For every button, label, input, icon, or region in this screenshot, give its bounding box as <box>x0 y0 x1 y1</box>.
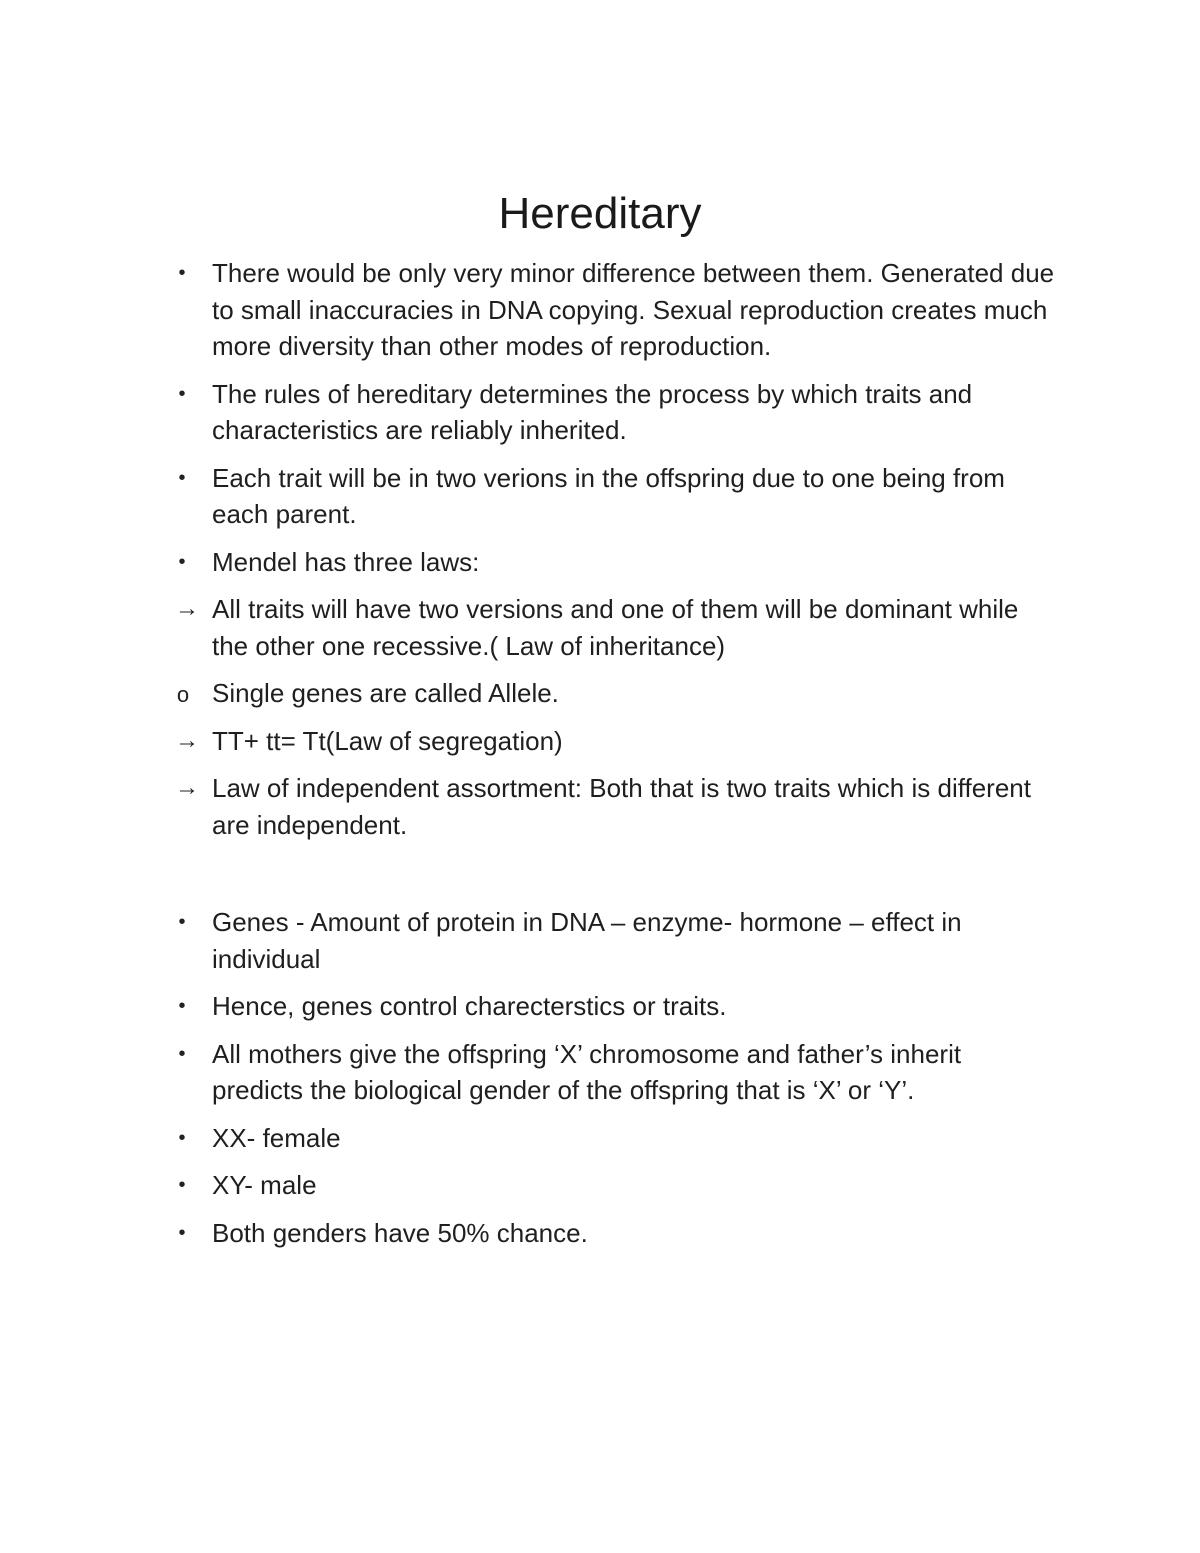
list-item-text: Each trait will be in two verions in the offspring due to one being from each parent. <box>212 462 1005 529</box>
page-title: Hereditary <box>498 189 702 238</box>
list-item <box>172 1215 1057 1252</box>
bullet-icon: • <box>178 262 186 284</box>
list-item-text: Law of independent assortment: Both that is two traits which is different are independent. <box>212 773 1031 840</box>
bullet-icon: • <box>178 1126 186 1149</box>
bullet-icon: • <box>178 911 186 933</box>
bullet-icon: • <box>178 995 186 1017</box>
list-item <box>172 1120 1057 1157</box>
list-item <box>172 1036 1057 1109</box>
list-item-text: TT+ tt= Tt(Law of segregation) <box>212 725 563 756</box>
list-item-text: Hence, genes control charecterstics or traits. <box>212 991 727 1021</box>
bullet-icon: • <box>178 1174 186 1196</box>
list-item-text: All mothers give the offspring ‘X’ chromosome and father’s inherit predicts the biological gender of the offspring that is ‘X’ or ‘Y’. <box>212 1038 962 1105</box>
list-item-text: XX- female <box>212 1122 341 1153</box>
arrow-right-icon: → <box>175 774 199 801</box>
list-item-text: All traits will have two versions and one of them will be dominant while the other one recessive.( Law of inheritance) <box>212 594 1019 661</box>
list-item-text: There would be only very minor difference between them. Generated due to small inaccuracies in DNA copying. Sexual reproduction creates much more diversity than other modes of reproduction. <box>212 258 1055 361</box>
list-item-text: Genes - Amount of protein in DNA – enzyme- hormone – effect in individual <box>212 907 962 974</box>
arrow-right-icon: → <box>175 595 199 622</box>
list-item <box>172 1167 1057 1204</box>
section-gap <box>172 854 1057 904</box>
bullet-icon: • <box>178 550 186 573</box>
list-item <box>172 460 1057 533</box>
list-item <box>172 591 1057 664</box>
list-item <box>172 376 1057 449</box>
list-item-text: Mendel has three laws: <box>212 546 480 577</box>
bullet-icon: • <box>178 466 186 489</box>
list-item <box>172 255 1057 365</box>
list-item <box>172 723 1057 760</box>
notes-list <box>172 255 1057 1262</box>
list-item <box>172 904 1057 977</box>
bullet-icon: • <box>178 1042 186 1065</box>
list-item-text: XY- male <box>212 1170 317 1200</box>
list-item <box>172 675 1057 712</box>
list-item <box>172 544 1057 581</box>
list-item-text: Single genes are called Allele. <box>212 678 559 708</box>
list-item <box>172 988 1057 1025</box>
bullet-icon: • <box>178 382 186 405</box>
list-item-text: Both genders have 50% chance. <box>212 1217 588 1248</box>
list-item-text: The rules of hereditary determines the process by which traits and characteristics are reliably inherited. <box>212 378 973 445</box>
arrow-right-icon: → <box>175 726 199 754</box>
bullet-icon: • <box>178 1221 186 1244</box>
circle-bullet-icon: o <box>176 682 190 707</box>
list-item <box>172 770 1057 843</box>
